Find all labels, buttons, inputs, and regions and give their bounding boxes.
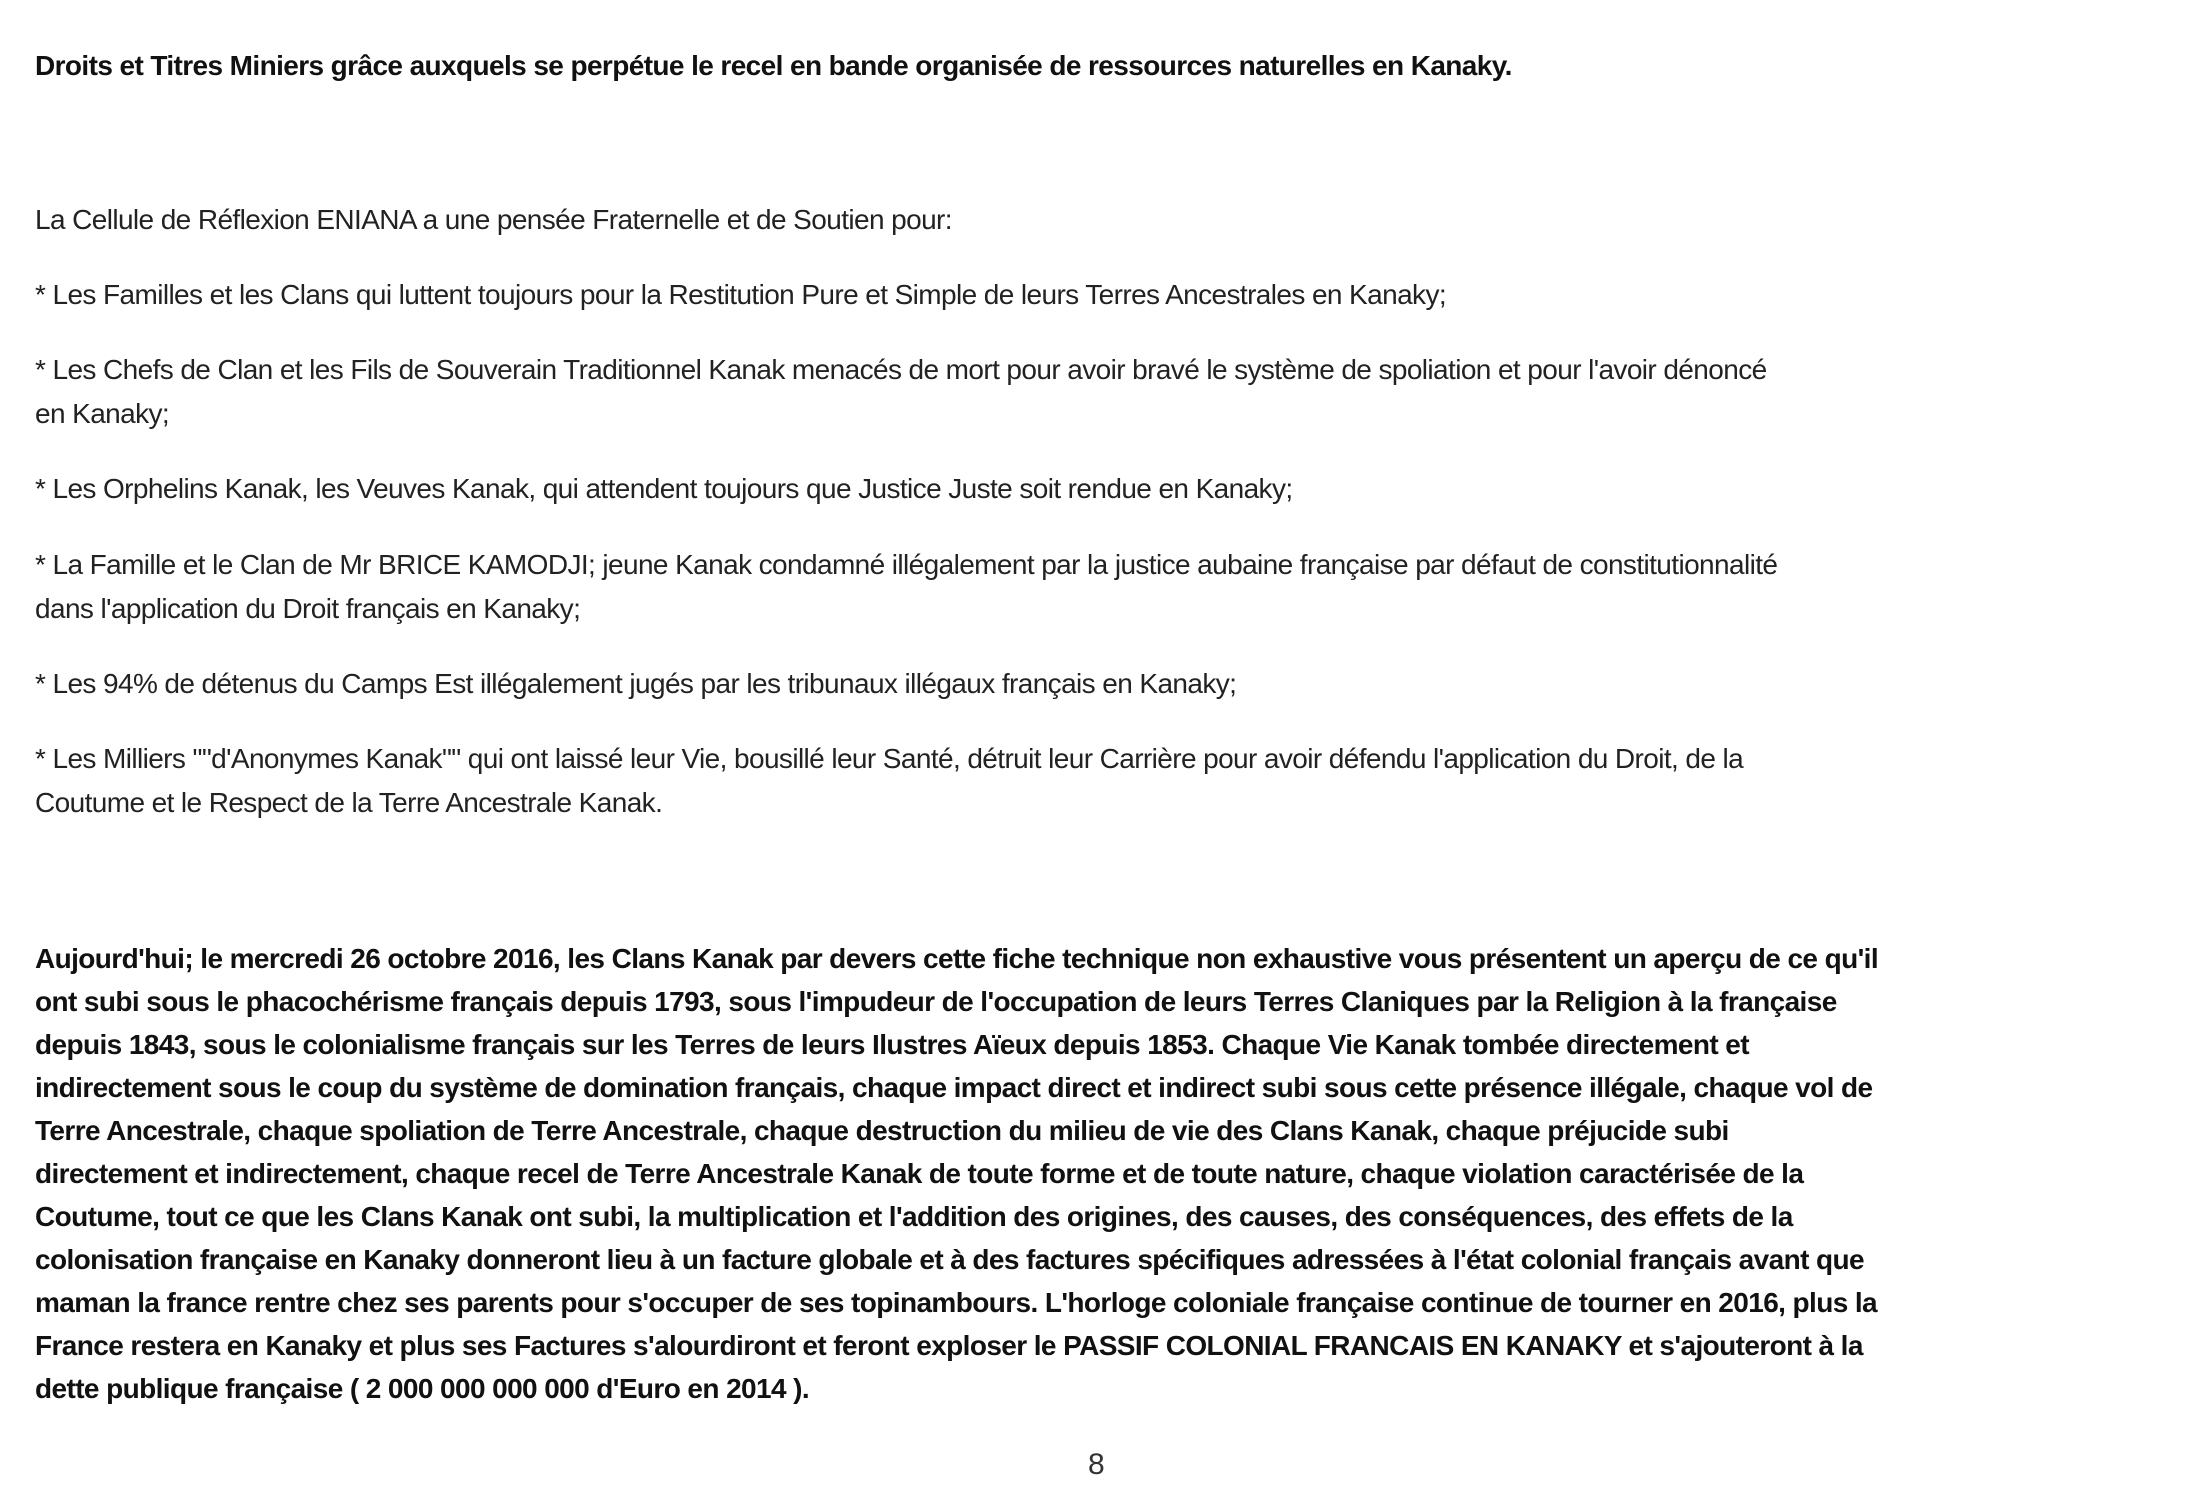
support-list-item: * Les Milliers ""d'Anonymes Kanak"" qui ont laissé leur Vie, bousillé leur Santé, détruit leur Carrière pour avoir défendu l'application du Droit, de la [35,743,1744,774]
support-list-item: * Les Orphelins Kanak, les Veuves Kanak, qui attendent toujours que Justice Juste soit rendue en Kanaky; [35,473,1293,504]
closing-paragraph-line: Coutume, tout ce que les Clans Kanak ont subi, la multiplication et l'addition des origines, des causes, des conséquences, des effets de la [35,1201,1793,1232]
closing-paragraph-line: directement et indirectement, chaque recel de Terre Ancestrale Kanak de toute forme et de toute nature, chaque violation caractérisée de la [35,1158,1804,1189]
document-heading: Droits et Titres Miniers grâce auxquels se perpétue le recel en bande organisée de ressources naturelles en Kanaky. [35,50,1512,81]
support-list-item-continuation: Coutume et le Respect de la Terre Ancestrale Kanak. [35,787,663,818]
support-list-item-continuation: en Kanaky; [35,398,170,429]
closing-paragraph-line: indirectement sous le coup du système de domination français, chaque impact direct et indirect subi sous cette présence illégale, chaque vol de [35,1072,1873,1103]
closing-paragraph-line: depuis 1843, sous le colonialisme français sur les Terres de leurs Ilustres Aïeux depuis 1853. Chaque Vie Kanak tombée directement et [35,1029,1749,1060]
support-list-item: * Les Familles et les Clans qui luttent toujours pour la Restitution Pure et Simple de leurs Terres Ancestrales en Kanaky; [35,279,1447,310]
support-list-item: * Les 94% de détenus du Camps Est illégalement jugés par les tribunaux illégaux français en Kanaky; [35,668,1237,699]
intro-paragraph: La Cellule de Réflexion ENIANA a une pensée Fraternelle et de Soutien pour: [35,204,952,235]
closing-paragraph-line: Terre Ancestrale, chaque spoliation de Terre Ancestrale, chaque destruction du milieu de vie des Clans Kanak, chaque préjucide subi [35,1115,1729,1146]
closing-paragraph-line: France restera en Kanaky et plus ses Factures s'alourdiront et feront exploser le PASSIF COLONIAL FRANCAIS EN KANAKY et s'ajouteront à la [35,1330,1863,1361]
closing-paragraph-line: colonisation française en Kanaky donneront lieu à un facture globale et à des factures spécifiques adressées à l'état colonial français avant que [35,1244,1864,1275]
page-number: 8 [1088,1448,1105,1481]
closing-paragraph-line: ont subi sous le phacochérisme français depuis 1793, sous l'impudeur de l'occupation de leurs Terres Claniques par la Religion à la française [35,986,1837,1017]
closing-paragraph-line: Aujourd'hui; le mercredi 26 octobre 2016, les Clans Kanak par devers cette fiche technique non exhaustive vous présentent un aperçu de ce qu'il [35,943,1879,974]
support-list-item: * Les Chefs de Clan et les Fils de Souverain Traditionnel Kanak menacés de mort pour avoir bravé le système de spoliation et pour l'avoir dénoncé [35,354,1767,385]
support-list-item: * La Famille et le Clan de Mr BRICE KAMODJI; jeune Kanak condamné illégalement par la justice aubaine française par défaut de constitutionnalité [35,549,1778,580]
closing-paragraph-line: maman la france rentre chez ses parents pour s'occuper de ses topinambours. L'horloge coloniale française continue de tourner en 2016, plus la [35,1287,1878,1318]
closing-paragraph-line: dette publique française ( 2 000 000 000 000 d'Euro en 2014 ). [35,1373,810,1404]
support-list-item-continuation: dans l'application du Droit français en Kanaky; [35,593,581,624]
